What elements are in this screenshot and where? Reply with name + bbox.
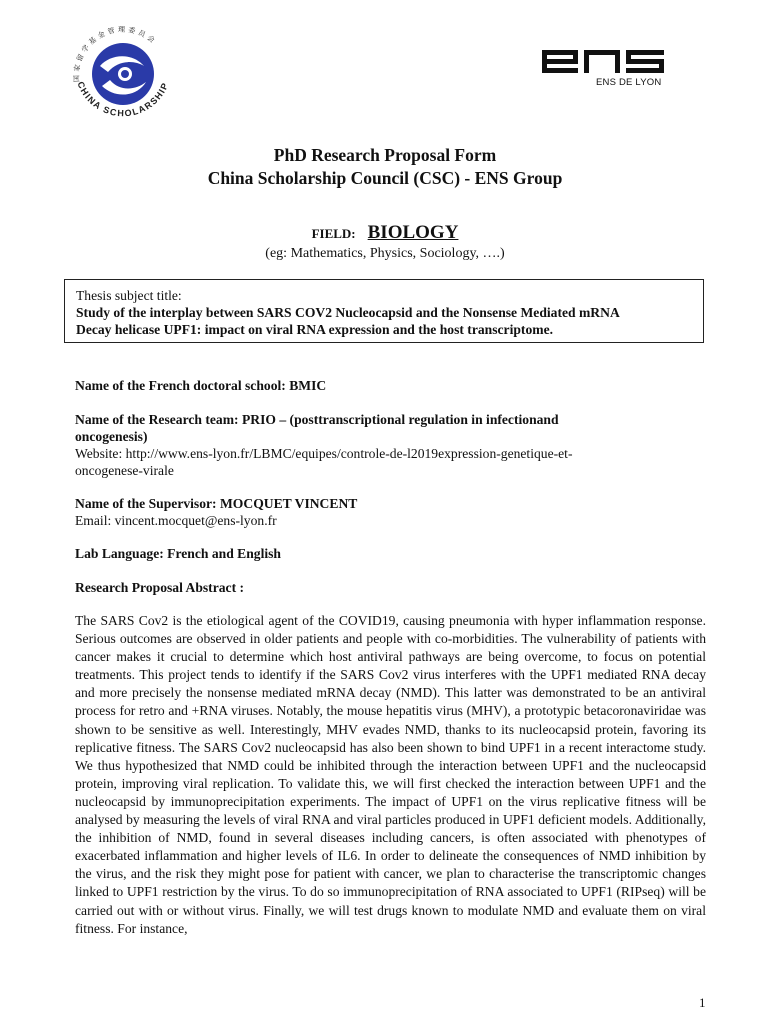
ens-logo-icon <box>540 48 666 76</box>
field-label: FIELD: <box>311 226 356 241</box>
thesis-subject-box <box>64 279 704 343</box>
csc-logo <box>62 14 184 136</box>
csc-ring-text: CHINA SCHOLARSHIP <box>75 80 171 119</box>
csc-seal-icon <box>62 14 184 136</box>
abstract-body: The SARS Cov2 is the etiological agent of the COVID19, causing pneumonia with hyper inflammation response. Serious outcomes are observed in older patients and people with co-morbidities. The vulnerability of patients with cancer makes it crucial to determine which host antiviral pathways are being overcome, to focus on potential treatments. This project tends to identify if the SARS Cov2 virus interferes with the UPF1 mediated RNA decay and more precisely the nonsense mediated mRNA decay (NMD). This latter was demonstrated to be an antiviral process for retro and +RNA viruses. Notably, the mouse hepatitis virus (MHV), a prototypic betacoronaviridae was shown to be sensitive as well. Interestingly, MHV evades NMD, thanks to its nucleocapsid protein, favoring its replicative fitness. The SARS Cov2 nucleocapsid has also been shown to bind UPF1 in a recent interactome study. We thus hypothesized that NMD could be inhibited through the interaction between UPF1 and the nucleocapsid protein, improving viral replication. To validate this, we will first checked the interaction between UPF1 and the nucleocapsid by immunoprecipitation experiments. The impact of UPF1 on the virus replicative fitness will be analysed by measuring the levels of viral RNA and viral particles produced in UPF1 deficient models. Additionally, the inhibition of NMD, found in several diseases including cancers, is often associated with phenotypes of exacerbated inflammation and higher levels of IL6. In order to delineate the consequences of NMD inhibition by the virus, and the risk they might pose for patient with cancer, we plan to characterise the transcriptomic changes linked to UPF1 restriction by the virus. To do so immunoprecipitation of RNA associated to UPF1 (RIPseq) will be carried out with or without virus. Finally, we will test drugs known to modulate NMD and evaluate them on viral fitness. For instance, <box>75 613 706 936</box>
field-example: (eg: Mathematics, Physics, Sociology, ….) <box>265 246 505 261</box>
ens-de-lyon-logo <box>540 48 666 92</box>
thesis-title-line1: Study of the interplay between SARS COV2 Nucleocapsid and the Nonsense Mediated mRNA <box>76 305 620 320</box>
document-subtitle: China Scholarship Council (CSC) - ENS Group <box>207 168 563 188</box>
csc-ring-text-chinese: 国家留学基金管理委员会 <box>72 25 159 83</box>
abstract-heading: Research Proposal Abstract : <box>75 580 245 595</box>
lab-language: Lab Language: French and English <box>75 546 281 561</box>
thesis-title-line2: Decay helicase UPF1: impact on viral RNA expression and the host transcriptome. <box>76 322 553 337</box>
thesis-subject-label: Thesis subject title: <box>76 288 182 303</box>
supervisor-email[interactable]: Email: vincent.mocquet@ens-lyon.fr <box>75 513 277 528</box>
research-team-website-line1[interactable]: Website: http://www.ens-lyon.fr/LBMC/equipes/controle-de-l2019expression-genetique-et- <box>75 446 573 461</box>
research-team-line2: oncogenesis) <box>75 429 148 444</box>
doctoral-school: Name of the French doctoral school: BMIC <box>75 378 327 393</box>
supervisor-name: Name of the Supervisor: MOCQUET VINCENT <box>75 496 358 511</box>
page-number: 1 <box>699 995 706 1010</box>
field-row <box>0 222 770 244</box>
ens-logo-caption: ENS DE LYON <box>596 77 662 88</box>
research-team-line1: Name of the Research team: PRIO – (posttranscriptional regulation in infectionand <box>75 412 559 427</box>
research-team-section <box>75 411 705 479</box>
supervisor-section <box>75 495 705 529</box>
document-title: PhD Research Proposal Form <box>273 145 497 165</box>
research-team-website-line2[interactable]: oncogenese-virale <box>75 463 174 478</box>
field-value: BIOLOGY <box>367 222 459 243</box>
